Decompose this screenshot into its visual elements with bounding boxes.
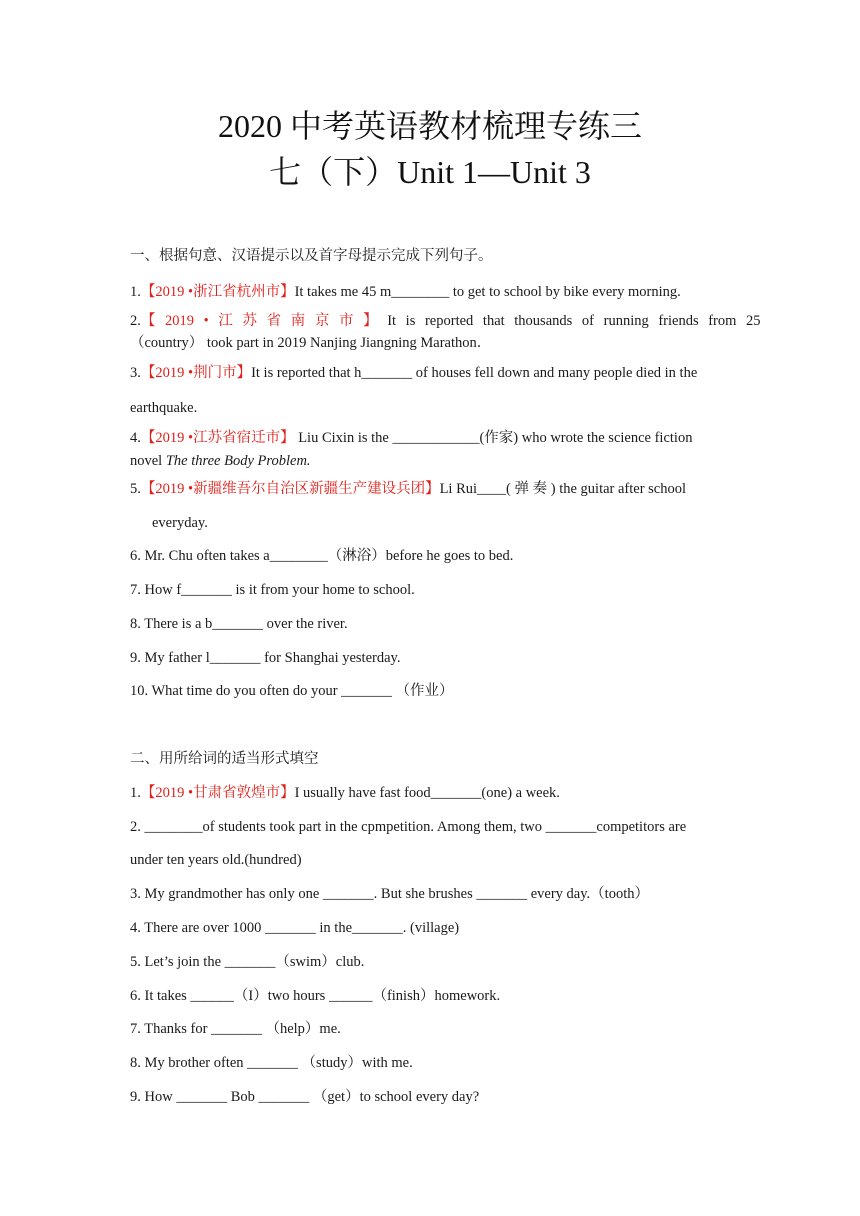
question-text: It takes me 45 m________ to get to school by bike every morning.	[294, 284, 681, 300]
section2-heading: 二、用所给词的适当形式填空	[130, 751, 319, 767]
s1-question-6: 6. Mr. Chu often takes a________（淋浴）before he goes to bed.	[130, 548, 514, 564]
s1-question-9: 9. My father l_______ for Shanghai yesterday.	[130, 650, 401, 666]
s2-question-6: 6. It takes ______（I）two hours ______（finish）homework.	[130, 988, 501, 1004]
s1-question-4	[130, 428, 732, 448]
question-text: Li Rui____( 弹 奏 ) the guitar after school	[439, 481, 687, 497]
s2-question-7: 7. Thanks for _______ （help）me.	[130, 1021, 341, 1037]
book-title: The three Body Problem.	[165, 453, 311, 469]
question-number: 3.	[130, 365, 141, 381]
source-tag: 【2019 •江苏省宿迁市】	[140, 430, 295, 446]
s2-question-5: 5. Let’s join the _______（swim）club.	[130, 954, 365, 970]
s1-question-4-cont	[130, 451, 732, 471]
s2-question-3: 3. My grandmother has only one _______. But she brushes _______ every day.（tooth）	[130, 886, 649, 902]
source-tag: 【2019 •荆门市】	[140, 365, 252, 381]
s2-question-2: 2. ________of students took part in the cpmpetition. Among them, two _______competitors are	[130, 819, 687, 835]
s2-question-9: 9. How _______ Bob _______ （get）to school every day?	[130, 1089, 480, 1105]
s1-question-10: 10. What time do you often do your _______ （作业）	[130, 683, 454, 699]
s1-question-7: 7. How f_______ is it from your home to school.	[130, 582, 415, 598]
question-text: novel	[130, 453, 166, 469]
source-tag: 【2019 •浙江省杭州市】	[140, 284, 295, 300]
question-text: Liu Cixin is the ____________(作家) who wrote the science fiction	[294, 430, 693, 446]
s1-question-3-cont: earthquake.	[130, 400, 198, 416]
section1-heading: 一、根据句意、汉语提示以及首字母提示完成下列句子。	[130, 248, 493, 264]
question-number: 2.	[130, 313, 141, 329]
s1-question-3	[130, 363, 732, 383]
question-text: It is reported that thousands of running friends from 25	[387, 313, 761, 329]
page-title: 2020 中考英语教材梳理专练三	[217, 108, 642, 144]
s1-question-2	[130, 311, 761, 331]
s1-question-5-cont: everyday.	[152, 515, 208, 531]
source-tag: 【 2019 • 江 苏 省 南 京 市 】	[140, 313, 378, 329]
question-number: 1.	[130, 284, 141, 300]
question-number: 4.	[130, 430, 141, 446]
s1-question-8: 8. There is a b_______ over the river.	[130, 616, 348, 632]
s2-question-1	[130, 783, 732, 803]
s2-question-8: 8. My brother often _______ （study）with me.	[130, 1055, 413, 1071]
question-number: 1.	[130, 785, 141, 801]
s1-question-5	[130, 479, 732, 499]
s2-question-2-cont: under ten years old.(hundred)	[130, 852, 302, 868]
s1-question-1	[130, 282, 732, 302]
question-number: 5.	[130, 481, 141, 497]
question-text: I usually have fast food_______(one) a week.	[294, 785, 560, 801]
page-subtitle: 七（下）Unit 1—Unit 3	[269, 154, 591, 190]
source-tag: 【2019 •甘肃省敦煌市】	[140, 785, 295, 801]
s2-question-4: 4. There are over 1000 _______ in the_______. (village)	[130, 920, 460, 936]
s1-question-2-cont: （country） took part in 2019 Nanjing Jiangning Marathon．	[130, 335, 492, 351]
question-text: It is reported that h_______ of houses fell down and many people died in the	[251, 365, 698, 381]
source-tag: 【2019 •新疆维吾尔自治区新疆生产建设兵团】	[140, 481, 440, 497]
